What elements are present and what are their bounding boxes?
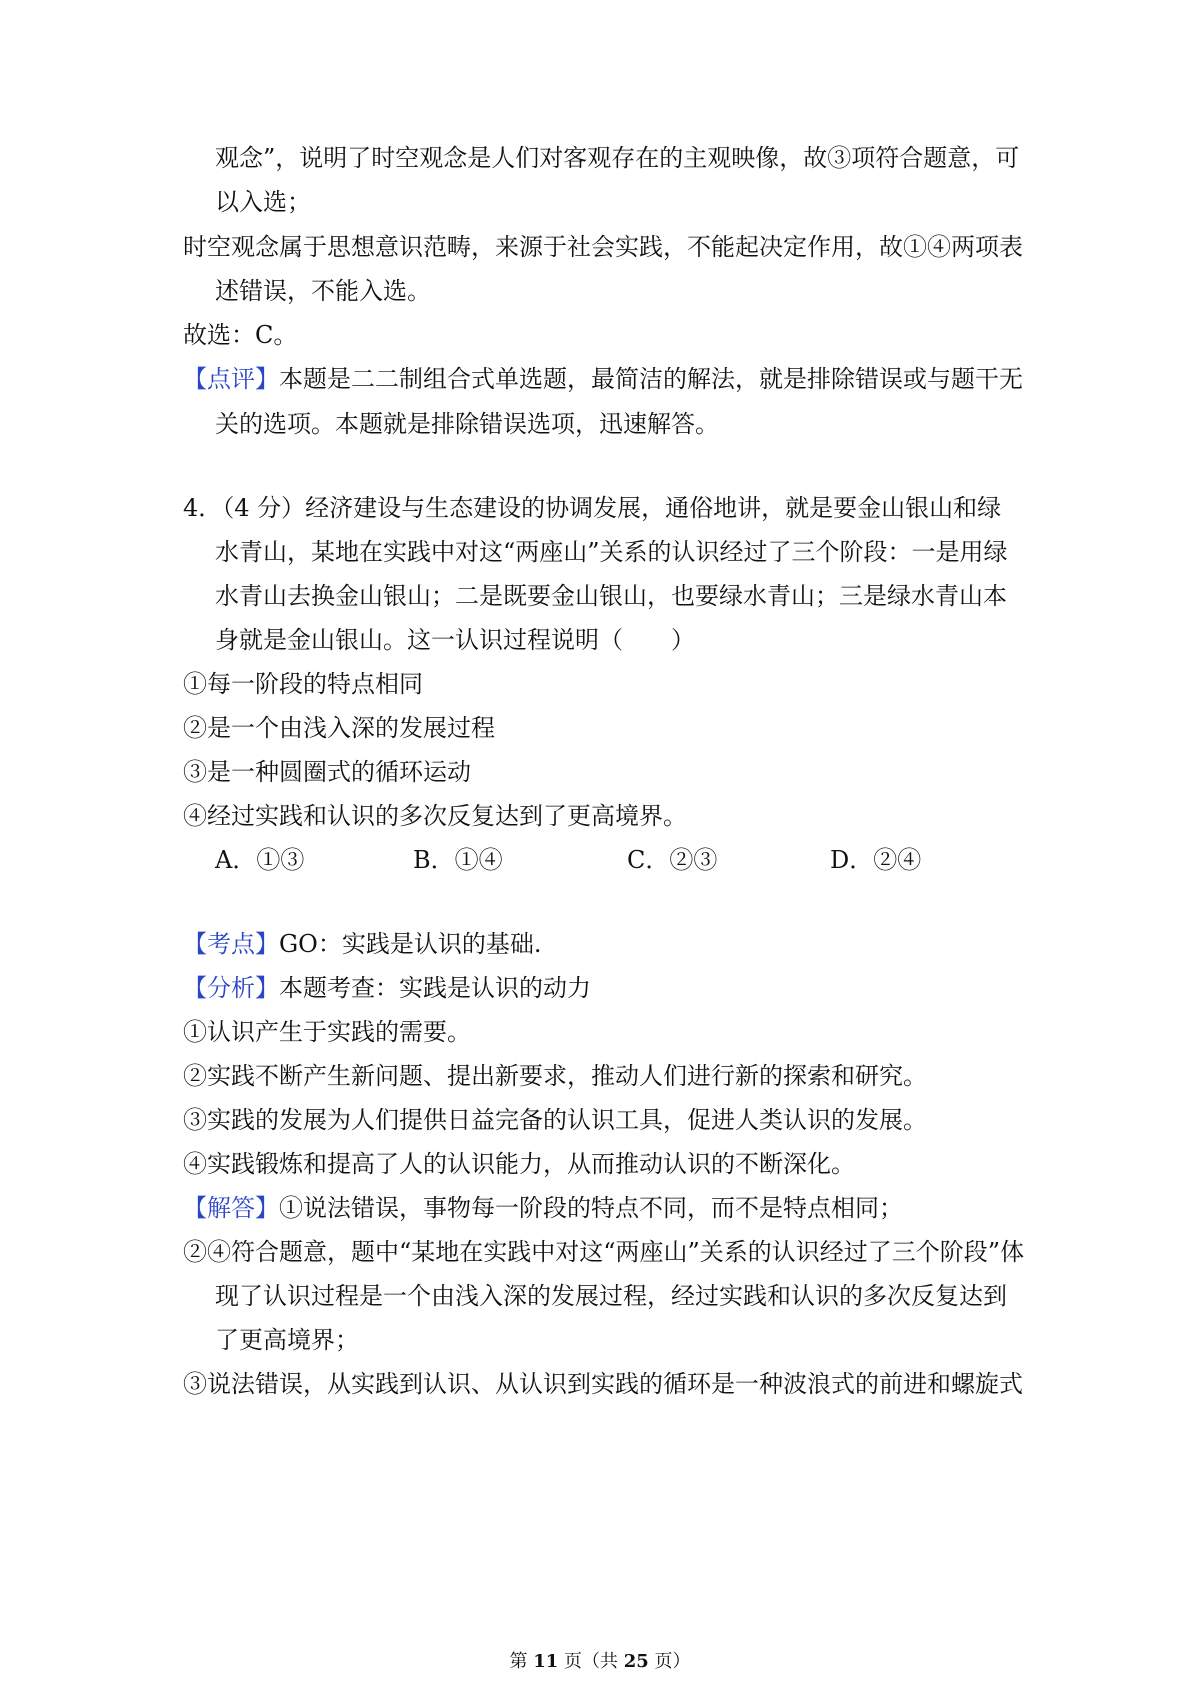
jieda-line-1 bbox=[183, 1193, 903, 1223]
footer-suffix: 页） bbox=[654, 1651, 691, 1672]
footer-prefix: 第 bbox=[509, 1651, 528, 1672]
prev-answer-line-3: 时空观念属于思想意识范畴，来源于社会实践，不能起决定作用，故①④两项表 bbox=[183, 233, 1023, 261]
prev-answer-line-2: 以入选； bbox=[215, 188, 311, 216]
prev-comment-line-1 bbox=[183, 364, 1023, 394]
statement-4: ④经过实践和认识的多次反复达到了更高境界。 bbox=[183, 802, 687, 830]
comment-tag: 【点评】 bbox=[183, 365, 279, 393]
jieda-line-5: ③说法错误，从实践到认识、从认识到实践的循环是一种波浪式的前进和螺旋式 bbox=[183, 1370, 1023, 1398]
option-a: A．①③ bbox=[215, 846, 305, 874]
jieda-line-3: 现了认识过程是一个由浅入深的发展过程，经过实践和认识的多次反复达到 bbox=[215, 1282, 1007, 1310]
page-footer bbox=[0, 1650, 1200, 1674]
jieda-line-4: 了更高境界； bbox=[215, 1326, 359, 1354]
question-line-3: 水青山去换金山银山；二是既要金山银山，也要绿水青山；三是绿水青山本 bbox=[215, 582, 1007, 610]
fenxi-text: 本题考查：实践是认识的动力 bbox=[279, 974, 591, 1002]
jieda-text: ①说法错误，事物每一阶段的特点不同，而不是特点相同； bbox=[279, 1194, 903, 1222]
prev-answer-line-4: 述错误，不能入选。 bbox=[215, 277, 431, 305]
statement-2: ②是一个由浅入深的发展过程 bbox=[183, 714, 495, 742]
comment-text: 本题是二二制组合式单选题，最简洁的解法，就是排除错误或与题干无 bbox=[279, 365, 1023, 393]
fenxi-item-4: ④实践锻炼和提高了人的认识能力，从而推动认识的不断深化。 bbox=[183, 1150, 855, 1178]
jieda-line-2: ②④符合题意，题中“某地在实践中对这“两座山”关系的认识经过了三个阶段”体 bbox=[183, 1238, 1025, 1266]
prev-comment-line-2: 关的选项。本题就是排除错误选项，迅速解答。 bbox=[215, 410, 719, 438]
fenxi-tag: 【分析】 bbox=[183, 974, 279, 1002]
option-c: C．②③ bbox=[627, 846, 718, 874]
option-b: B．①④ bbox=[413, 846, 503, 874]
fenxi-line bbox=[183, 973, 591, 1003]
fenxi-item-3: ③实践的发展为人们提供日益完备的认识工具，促进人类认识的发展。 bbox=[183, 1106, 927, 1134]
kaodian-line bbox=[183, 929, 541, 959]
prev-answer-line-1: 观念”，说明了时空观念是人们对客观存在的主观映像，故③项符合题意，可 bbox=[215, 144, 1020, 172]
kaodian-tag: 【考点】 bbox=[183, 930, 279, 958]
question-line-1: 4．（4 分）经济建设与生态建设的协调发展，通俗地讲，就是要金山银山和绿 bbox=[183, 494, 1002, 522]
fenxi-item-2: ②实践不断产生新问题、提出新要求，推动人们进行新的探索和研究。 bbox=[183, 1062, 927, 1090]
footer-middle: 页（共 bbox=[564, 1651, 618, 1672]
question-line-2: 水青山，某地在实践中对这“两座山”关系的认识经过了三个阶段：一是用绿 bbox=[215, 538, 1008, 566]
statement-1: ①每一阶段的特点相同 bbox=[183, 670, 423, 698]
fenxi-item-1: ①认识产生于实践的需要。 bbox=[183, 1018, 471, 1046]
jieda-tag: 【解答】 bbox=[183, 1194, 279, 1222]
statement-3: ③是一种圆圈式的循环运动 bbox=[183, 758, 471, 786]
prev-answer-choice: 故选：C。 bbox=[183, 321, 298, 349]
option-d: D．②④ bbox=[830, 846, 922, 874]
question-line-4: 身就是金山银山。这一认识过程说明（ ） bbox=[215, 626, 695, 654]
footer-page-number: 11 bbox=[533, 1651, 559, 1672]
footer-total-pages: 25 bbox=[623, 1651, 649, 1672]
kaodian-text: GO：实践是认识的基础. bbox=[279, 930, 542, 958]
